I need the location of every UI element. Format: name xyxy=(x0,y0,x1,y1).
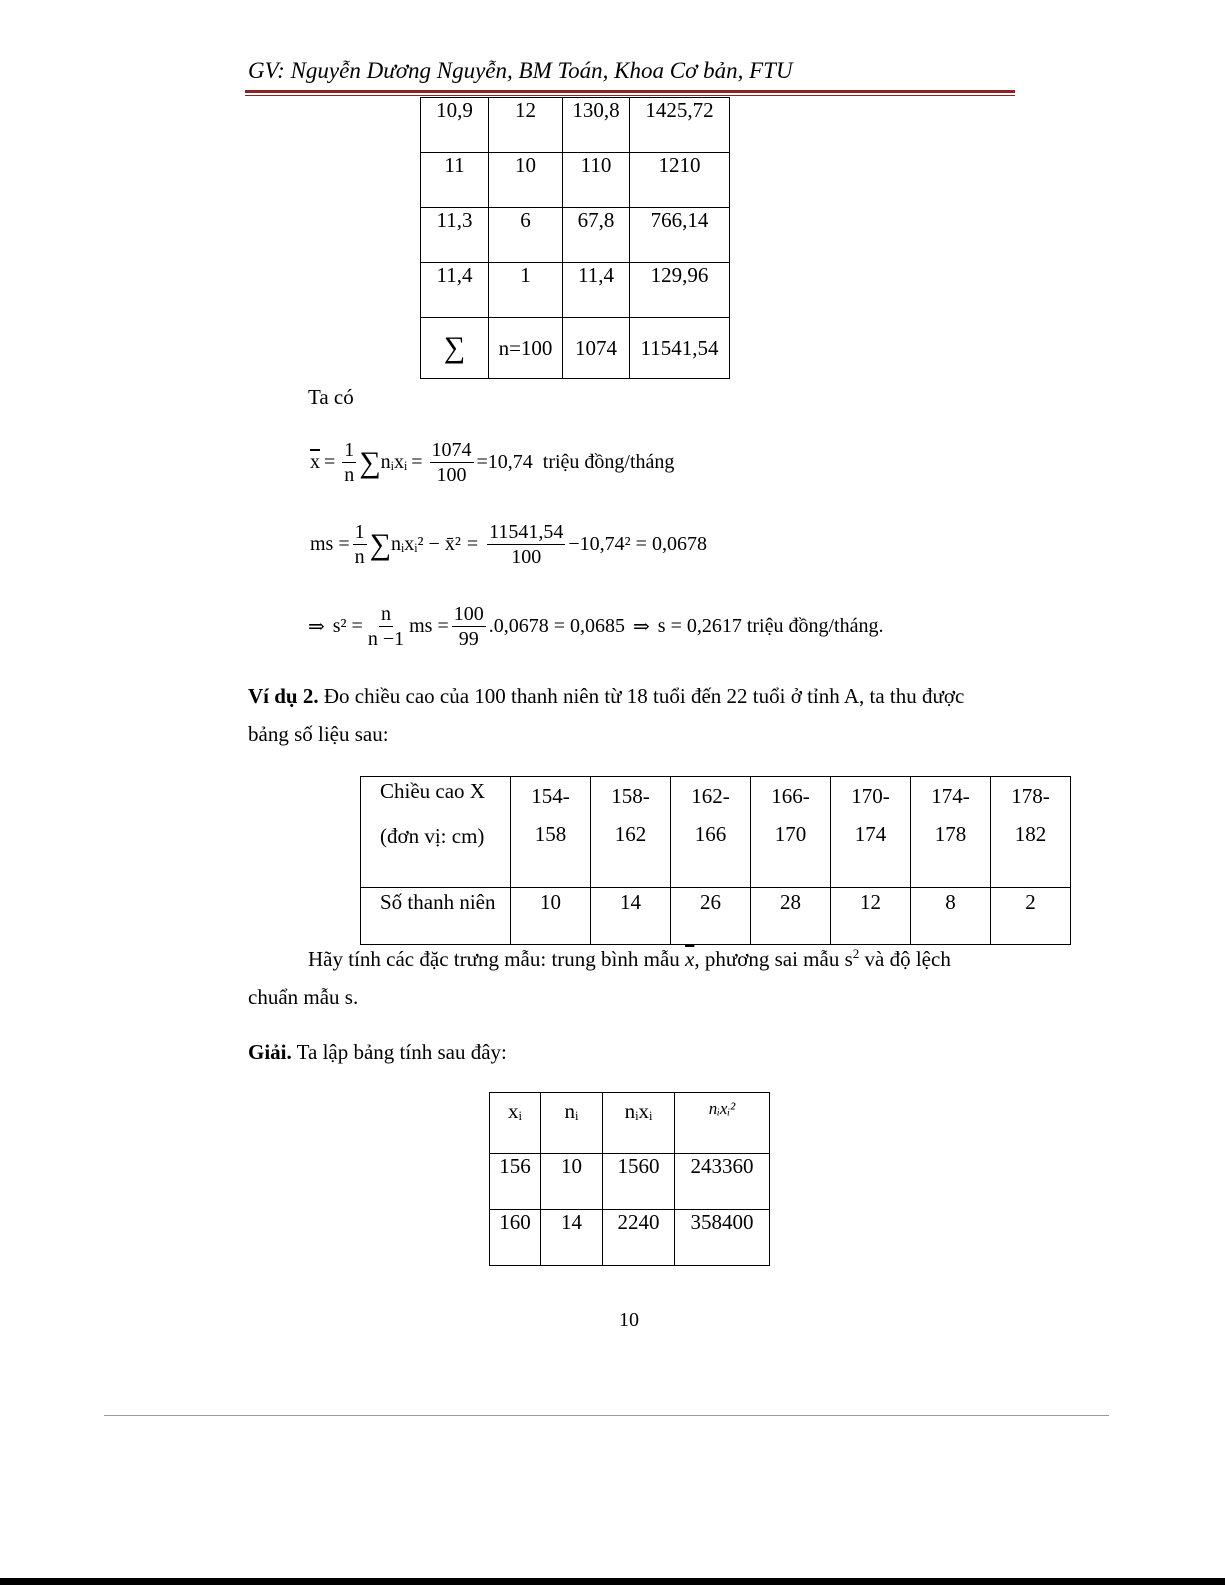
cell: 1425,72 xyxy=(630,98,730,153)
result: −10,74² = 0,0678 xyxy=(568,533,707,555)
cell: 67,8 xyxy=(563,208,630,263)
numerator: n xyxy=(380,603,391,625)
fraction xyxy=(487,520,565,569)
cell: 10,9 xyxy=(421,98,489,153)
bottom-bar xyxy=(0,1578,1225,1585)
cell: 10 xyxy=(489,153,563,208)
header-rule-thick xyxy=(245,90,1015,93)
solution-label: Giải. xyxy=(248,1040,292,1064)
count-cell: 10 xyxy=(511,888,591,945)
example2-line2: bảng số liệu sau: xyxy=(248,722,389,746)
numerator: 1074 xyxy=(431,439,472,461)
table-continuation xyxy=(420,97,730,379)
cell: 1 xyxy=(489,263,563,318)
equation-mean xyxy=(310,438,674,487)
label-line: (đơn vị: cm) xyxy=(380,824,485,848)
denominator: n xyxy=(354,546,365,568)
numerator: 1 xyxy=(344,439,355,461)
table-row xyxy=(421,263,730,318)
task-line1 xyxy=(308,946,951,972)
interval-cell xyxy=(831,777,911,888)
equation-ms xyxy=(310,520,707,569)
table-row xyxy=(490,1154,770,1210)
cell: 11541,54 xyxy=(630,318,730,379)
table-header-row xyxy=(490,1093,770,1154)
page-header: GV: Nguyễn Dương Nguyễn, BM Toán, Khoa Cơ bản, FTU xyxy=(248,58,793,83)
fraction xyxy=(430,438,474,487)
column-header: nᵢ xyxy=(541,1093,603,1154)
ms-term: ms = xyxy=(409,615,449,637)
superscript: 2 xyxy=(852,946,860,961)
summand: nᵢxᵢ xyxy=(380,451,408,473)
interval-cell xyxy=(991,777,1071,888)
count-cell: 28 xyxy=(751,888,831,945)
interval-cell xyxy=(671,777,751,888)
cell: n=100 xyxy=(489,318,563,379)
table-row xyxy=(421,153,730,208)
equals: = xyxy=(411,451,423,473)
interval: 158- 162 xyxy=(611,784,650,846)
column-header: nᵢxᵢ xyxy=(603,1093,675,1154)
fraction xyxy=(353,520,367,569)
denominator: 100 xyxy=(511,546,542,568)
equation-s xyxy=(308,602,883,651)
denominator: 99 xyxy=(458,628,479,650)
fraction xyxy=(342,438,356,487)
s-squared-label: s² = xyxy=(332,615,363,637)
example-text: Đo chiều cao của 100 thanh niên từ 18 tuổi đến 22 tuổi ở tỉnh A, ta thu được xyxy=(318,684,965,708)
table-row xyxy=(421,208,730,263)
task-text: và độ lệch xyxy=(859,947,951,971)
cell: 1074 xyxy=(563,318,630,379)
interval-cell xyxy=(751,777,831,888)
summand: nᵢxᵢ² − x̄² xyxy=(391,533,461,555)
result: =10,74 xyxy=(476,451,533,473)
denominator: n −1 xyxy=(367,628,405,650)
cell: 11,4 xyxy=(421,263,489,318)
interval-cell xyxy=(911,777,991,888)
result: .0,0678 = 0,0685 xyxy=(488,615,626,637)
task-line2: chuẩn mẫu s. xyxy=(248,985,359,1009)
count-cell: 12 xyxy=(831,888,911,945)
header-rule-thin xyxy=(245,95,1015,96)
cell: 766,14 xyxy=(630,208,730,263)
table-row xyxy=(490,1210,770,1266)
cell: 110 xyxy=(563,153,630,208)
count-cell: 2 xyxy=(991,888,1071,945)
column-header: xᵢ xyxy=(490,1093,541,1154)
cell: 11 xyxy=(421,153,489,208)
cell: 12 xyxy=(489,98,563,153)
numerator: 1 xyxy=(354,521,365,543)
count-label: Số thanh niên xyxy=(361,888,511,945)
count-cell: 14 xyxy=(591,888,671,945)
implies-symbol: ⇒ xyxy=(633,616,650,638)
cell: 156 xyxy=(490,1154,541,1210)
sum-symbol: ∑ xyxy=(443,331,466,364)
task-text: Hãy tính các đặc trưng mẫu: trung bình mẫu xyxy=(308,947,686,971)
fraction xyxy=(452,602,486,651)
interval: 174- 178 xyxy=(931,784,970,846)
cell: 1210 xyxy=(630,153,730,208)
fraction xyxy=(366,602,406,651)
footer-rule xyxy=(104,1415,1109,1416)
cell: 2240 xyxy=(603,1210,675,1266)
final-result: s = 0,2617 triệu đồng/tháng. xyxy=(657,615,884,637)
equals: = xyxy=(466,533,479,555)
ta-co-text: Ta có xyxy=(308,385,354,409)
cell: 160 xyxy=(490,1210,541,1266)
implies-symbol: ⇒ xyxy=(308,616,325,638)
interval: 162- 166 xyxy=(691,784,730,846)
numerator: 100 xyxy=(453,603,484,625)
task-text: , phương sai mẫu s xyxy=(694,947,853,971)
cell: 11,3 xyxy=(421,208,489,263)
sum-symbol: ∑ xyxy=(359,445,381,479)
example2-line1 xyxy=(248,684,964,709)
cell: 6 xyxy=(489,208,563,263)
header-cell xyxy=(361,777,511,888)
cell: 243360 xyxy=(675,1154,770,1210)
interval-cell xyxy=(591,777,671,888)
count-cell: 26 xyxy=(671,888,751,945)
interval: 178- 182 xyxy=(1011,784,1050,846)
example-label: Ví dụ 2. xyxy=(248,684,319,708)
page-number: 10 xyxy=(619,1309,639,1331)
cell: 14 xyxy=(541,1210,603,1266)
equals: = xyxy=(324,451,336,473)
column-header: nᵢxᵢ² xyxy=(675,1093,770,1154)
table-total-row xyxy=(421,318,730,379)
label-line: Chiều cao X xyxy=(380,779,485,803)
table-row xyxy=(421,98,730,153)
cell: 130,8 xyxy=(563,98,630,153)
table-calc xyxy=(489,1092,770,1266)
cell: 358400 xyxy=(675,1210,770,1266)
sum-symbol: ∑ xyxy=(369,527,392,561)
xbar-symbol: $\overline{x}$ xyxy=(685,947,695,971)
numerator: 11541,54 xyxy=(489,521,564,543)
solution-text: Ta lập bảng tính sau đây: xyxy=(291,1040,507,1064)
solution-line xyxy=(248,1040,507,1065)
table-height xyxy=(360,776,1071,945)
denominator: 100 xyxy=(436,464,467,486)
unit: triệu đồng/tháng xyxy=(542,451,675,473)
cell: 129,96 xyxy=(630,263,730,318)
interval: 154- 158 xyxy=(531,784,570,846)
interval: 170- 174 xyxy=(851,784,890,846)
cell: 1560 xyxy=(603,1154,675,1210)
cell: 11,4 xyxy=(563,263,630,318)
ms-label: ms = xyxy=(310,533,350,555)
denominator: n xyxy=(344,464,355,486)
interval: 166- 170 xyxy=(771,784,810,846)
cell: 10 xyxy=(541,1154,603,1210)
table-row xyxy=(361,888,1071,945)
count-cell: 8 xyxy=(911,888,991,945)
table-row xyxy=(361,777,1071,888)
interval-cell xyxy=(511,777,591,888)
xbar-symbol: $\overline{x}$ xyxy=(310,451,320,473)
